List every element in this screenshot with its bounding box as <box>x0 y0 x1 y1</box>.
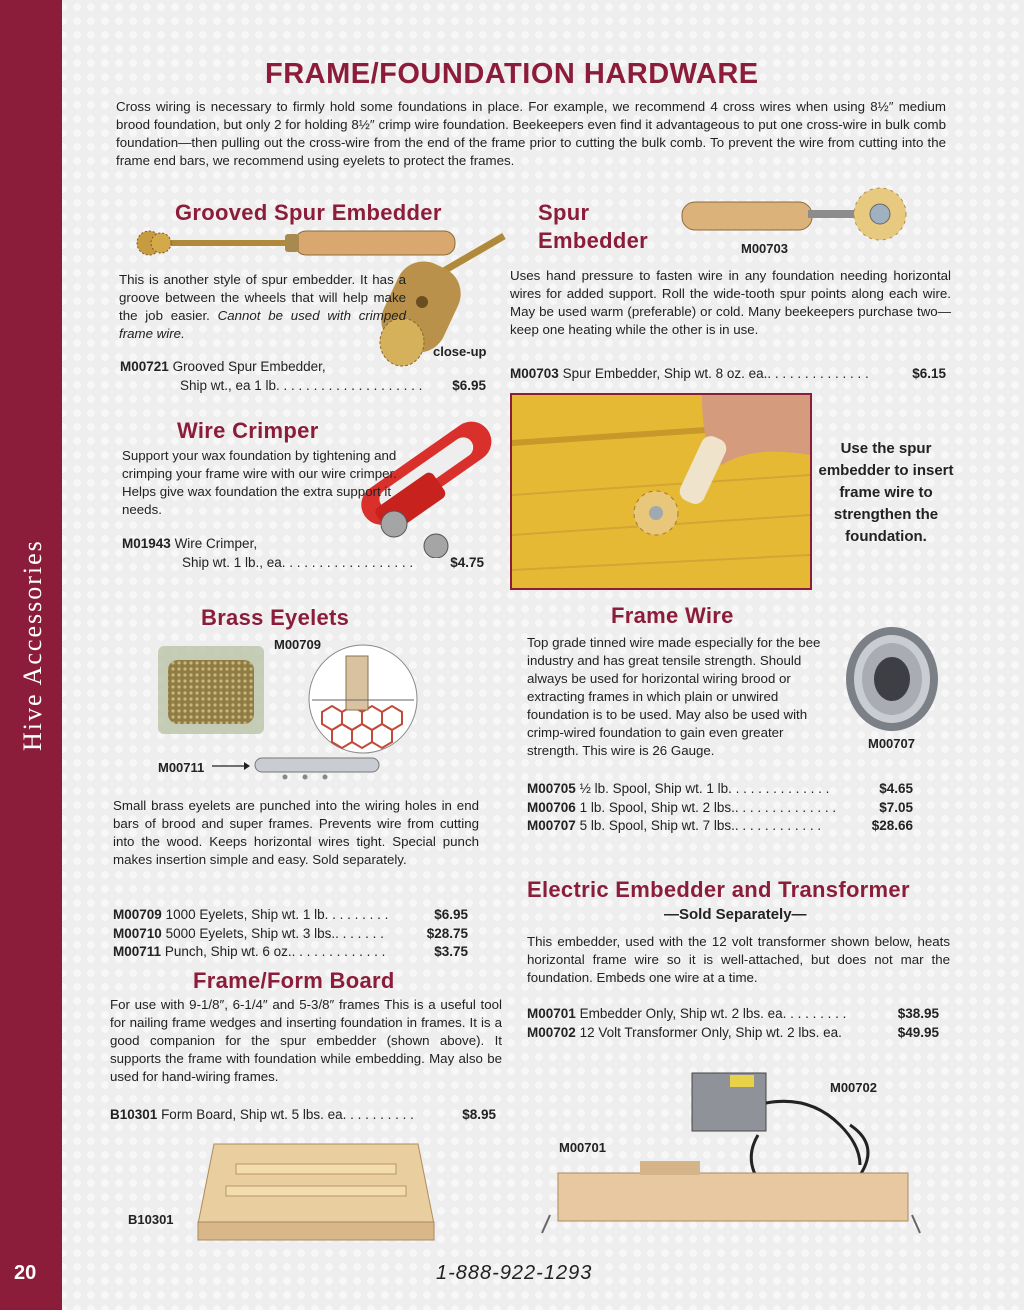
grooved-heading: Grooved Spur Embedder <box>175 200 442 225</box>
eyelets-sku-row: M00710 5000 Eyelets, Ship wt. 3 lbs.. . . . . . . $28.75 <box>113 925 468 941</box>
spur-desc: Uses hand pressure to fasten wire in any foundation needing horizontal wires for added support. Roll the wide-tooth spur points along each wire. May be used warm (preferable) or cold. Many beekeepers purchase two—keep one heating while the other is in use. <box>510 268 951 337</box>
eyelets-punch-label: M00711 <box>158 760 205 775</box>
electric-desc: This embedder, used with the 12 volt transformer shown below, heats horizontal frame wire so it is well-attached, but does not mar the foundation. Embeds one wire at a time. <box>527 934 950 985</box>
crimper-heading: Wire Crimper <box>177 418 319 443</box>
board-desc: For use with 9-1/8″, 6-1/4″ and 5-3/8″ frames This is a useful tool for nailing frame wedges and inserting foundation in frames. It is a good companion for the spur embedder (shown above). It supports the frame with foundation while embedding. May also be used for hand-wiring frames. <box>110 997 502 1084</box>
transformer-label: M00702 <box>830 1080 877 1095</box>
crimper-desc: Support your wax foundation by tightening and crimping your frame wire with our wire crimper. Helps give wax foundation the extra support it needs. <box>122 448 397 517</box>
spur-usage-caption: Use the spur embedder to insert frame wire to strengthen the foundation. <box>818 440 954 545</box>
eyelets-bag-photo <box>152 642 270 738</box>
board-sku-line: B10301 Form Board, Ship wt. 5 lbs. ea. . . . . . . . . . $8.95 <box>110 1107 496 1122</box>
electric-sku-list <box>527 1005 939 1042</box>
eyelet-punch-photo <box>245 756 385 782</box>
eyelets-sku-row: M00711 Punch, Ship wt. 6 oz.. . . . . . . . . . . . . $3.75 <box>113 944 468 959</box>
electric-embedder-photo <box>540 1065 940 1245</box>
wire-sku-row: M00706 1 lb. Spool, Ship wt. 2 lbs.. . . . . . . . . . . . . . $7.05 <box>527 799 913 815</box>
wire-heading: Frame Wire <box>611 603 734 628</box>
page-number: 20 <box>14 1262 37 1284</box>
grooved-sku-line: M00721 Grooved Spur Embedder, Ship wt., ea 1 lb. . . . . . . . . . . . . . . . . . . . $6.95 <box>120 359 486 393</box>
wire-desc: Top grade tinned wire made especially for the bee industry and has great tensile strength. Should always be used for horizontal wiring brood or extracting frames in which plain or unwired foundation is to be used. May also be used with crimp-wired foundation to gain even greater strength. This wire is 26 Gauge. <box>527 635 821 758</box>
wire-sku-list <box>527 780 913 836</box>
board-heading: Frame/Form Board <box>193 968 395 993</box>
spur-heading: Spur Embedder <box>538 200 648 253</box>
page-title: FRAME/FOUNDATION HARDWARE <box>265 58 759 90</box>
spur-photo-label: M00703 <box>741 241 788 256</box>
section-title: Hive Accessories <box>18 539 47 751</box>
board-photo-label: B10301 <box>128 1212 174 1227</box>
eyelets-desc: Small brass eyelets are punched into the wiring holes in end bars of brood and super frames. Prevents wire from cutting into the wood. Keeps horizontal wires tight. Special punch makes insertion simple and easy. Sold separately. <box>113 798 479 867</box>
spur-usage-photo <box>510 393 812 590</box>
form-board-photo <box>196 1134 446 1246</box>
spur-embedder-photo <box>680 180 920 250</box>
wire-sku-row: M00705 ½ lb. Spool, Ship wt. 1 lb. . . . . . . . . . . . . . $4.65 <box>527 781 913 796</box>
grooved-closeup-label: close-up <box>433 344 487 359</box>
eyelets-diagram <box>302 642 424 756</box>
spur-sku-line: M00703 Spur Embedder, Ship wt. 8 oz. ea.. . . . . . . . . . . . . . $6.15 <box>510 366 946 381</box>
embedder-label: M00701 <box>559 1140 606 1155</box>
sidebar <box>0 0 62 1310</box>
eyelets-sku-row: M00709 1000 Eyelets, Ship wt. 1 lb. . . . . . . . . $6.95 <box>113 907 468 922</box>
electric-sku-row: M00701 Embedder Only, Ship wt. 2 lbs. ea. . . . . . . . . $38.95 <box>527 1006 939 1021</box>
wire-sku-row: M00707 5 lb. Spool, Ship wt. 7 lbs.. . . . . . . . . . . . $28.66 <box>527 818 913 833</box>
grooved-desc: This is another style of spur embedder. It has a groove between the wheels that will help make the job easier. Cannot be used with crimped frame wire. <box>119 272 407 341</box>
electric-sku-row: M00702 12 Volt Transformer Only, Ship wt. 2 lbs. ea. $49.95 <box>527 1024 939 1040</box>
sold-separately-note: —Sold Separately— <box>664 906 807 923</box>
eyelets-bag-label: M00709 <box>274 637 321 652</box>
frame-wire-spool-photo <box>842 624 942 734</box>
phone-number: 1-888-922-1293 <box>436 1262 593 1284</box>
eyelets-sku-list <box>113 906 468 962</box>
punch-pointer-arrow <box>210 760 250 772</box>
eyelets-heading: Brass Eyelets <box>201 605 350 630</box>
intro-paragraph: Cross wiring is necessary to firmly hold some foundations in place. For example, we recommend 4 cross wires when using 8½″ medium brood foundation, but only 2 for holding 8½″ crimp wire foundation. Beekeepers even find it advantageous to put one cross-wire in bulk comb foundation—then pulling out the cross-wire from the end of the frame prior to cutting the bulk comb. To prevent the wire from cutting into the frame end bars, we recommend using eyelets to protect the frames. <box>116 99 946 168</box>
crimper-sku-line: M01943 Wire Crimper, Ship wt. 1 lb., ea. . . . . . . . . . . . . . . . . . $4.75 <box>122 536 484 570</box>
electric-heading: Electric Embedder and Transformer <box>527 877 910 902</box>
wire-photo-label: M00707 <box>868 736 915 751</box>
